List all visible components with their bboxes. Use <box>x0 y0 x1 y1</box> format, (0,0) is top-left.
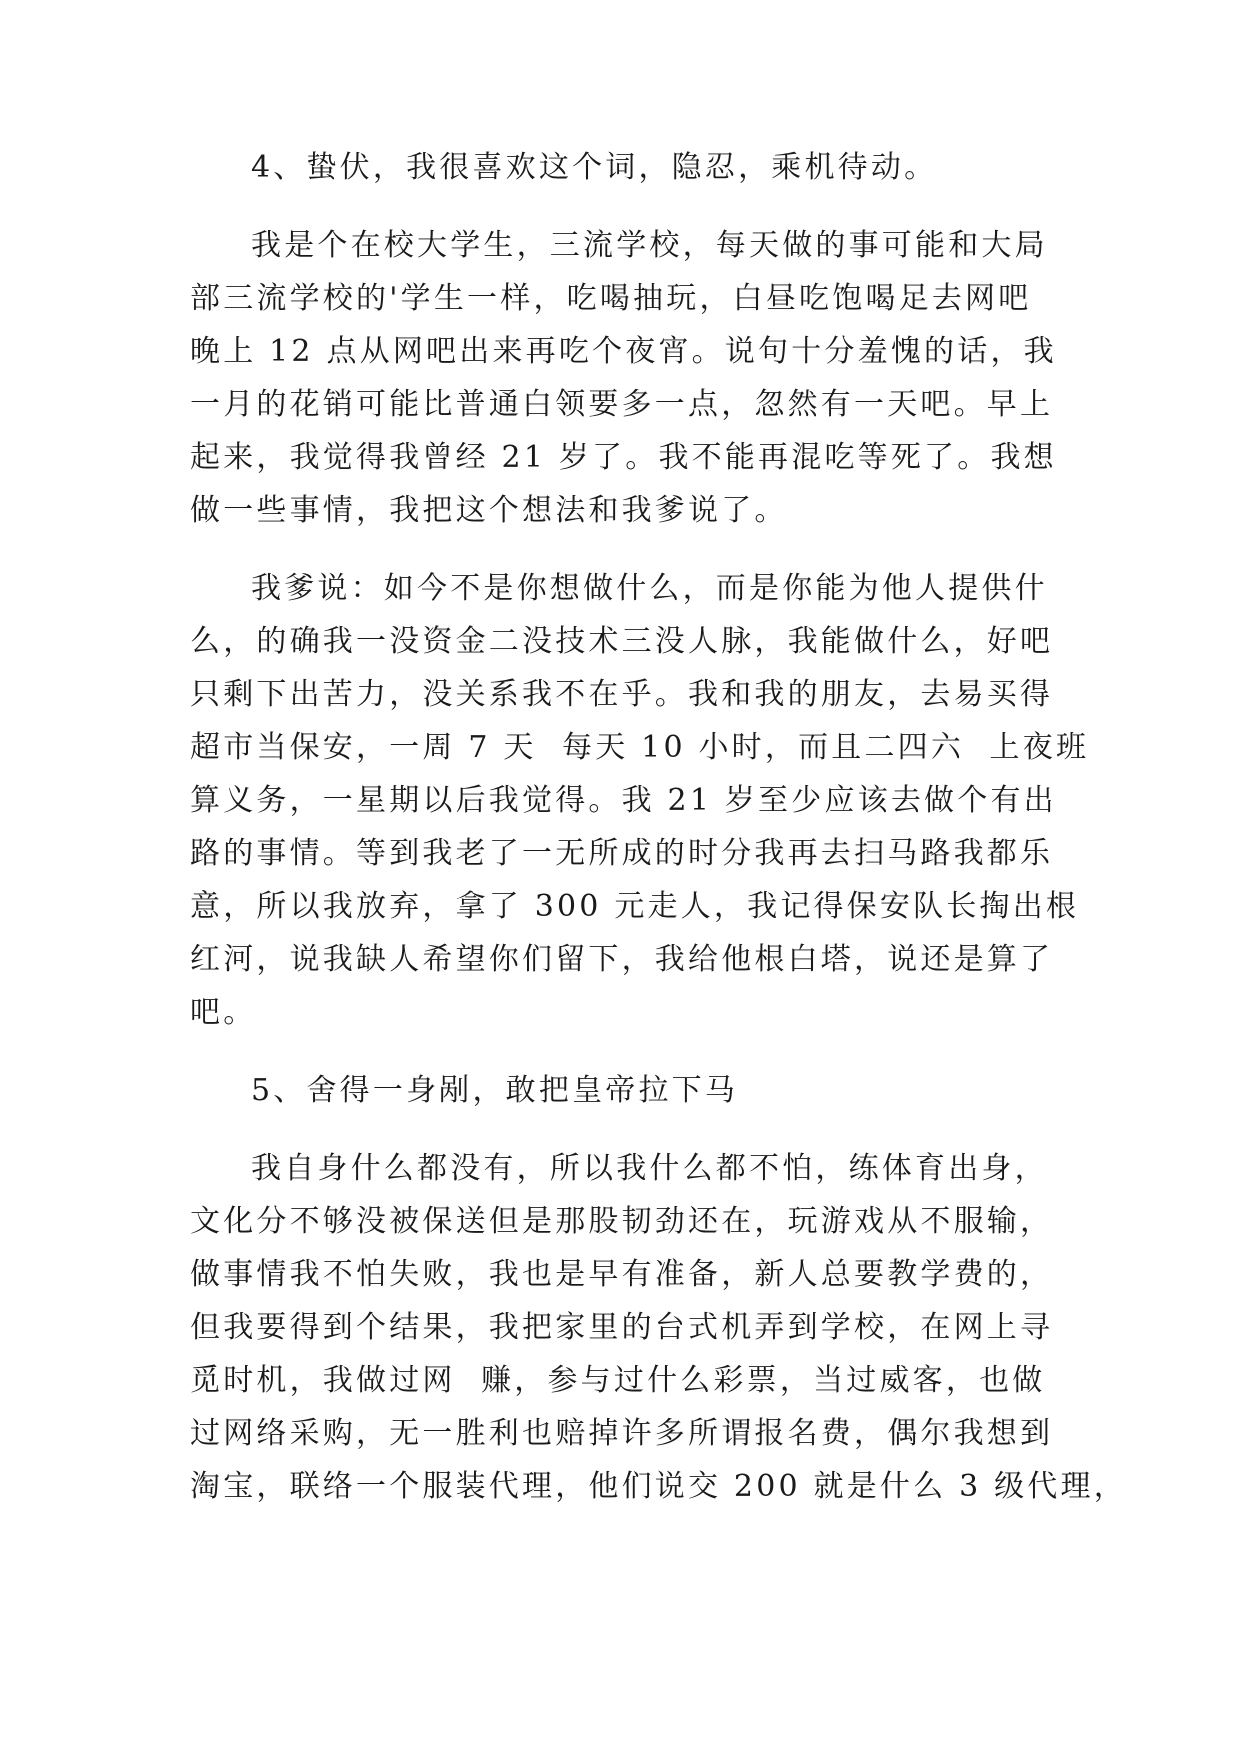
text-line: 但我要得到个结果，我把家里的台式机弄到学校，在网上寻 <box>190 1310 1054 1345</box>
text-line: 做事情我不怕失败，我也是早有准备，新人总要教学费的， <box>190 1257 1054 1292</box>
text-line: 么，的确我一没资金二没技术三没人脉，我能做什么，好吧 <box>190 624 1054 659</box>
text-line: 算义务，一星期以后我觉得。我 21 岁至少应该去做个有出 <box>190 783 1057 818</box>
text-line: 部三流学校的'学生一样，吃喝抽玩，白昼吃饱喝足去网吧 <box>190 281 1032 316</box>
text-line: 我爹说：如今不是你想做什么，而是你能为他人提供什 <box>251 571 1048 606</box>
text-line: 文化分不够没被保送但是那股韧劲还在，玩游戏从不服输， <box>190 1204 1054 1239</box>
text-line: 觅时机，我做过网 赚，参与过什么彩票，当过威客，也做 <box>190 1363 1046 1398</box>
text-line: 起来，我觉得我曾经 21 岁了。我不能再混吃等死了。我想 <box>190 440 1057 475</box>
text-line: 晚上 12 点从网吧出来再吃个夜宵。说句十分羞愧的话，我 <box>190 334 1057 369</box>
text-line: 红河，说我缺人希望你们留下，我给他根白塔，说还是算了 <box>190 942 1054 977</box>
text-line: 我自身什么都没有，所以我什么都不怕，练体育出身， <box>251 1151 1048 1186</box>
text-line: 路的事情。等到我老了一无所成的时分我再去扫马路我都乐 <box>190 836 1054 871</box>
section-heading: 5、舍得一身剐，敢把皇帝拉下马 <box>251 1073 739 1108</box>
text-line: 做一些事情，我把这个想法和我爹说了。 <box>190 493 788 528</box>
text-line: 淘宝，联络一个服装代理，他们说交 200 就是什么 3 级代理， <box>190 1469 1127 1504</box>
text-line: 我是个在校大学生，三流学校，每天做的事可能和大局 <box>251 228 1048 263</box>
text-line: 过网络采购，无一胜利也赔掉许多所谓报名费，偶尔我想到 <box>190 1416 1054 1451</box>
text-line: 超市当保安，一周 7 天 每天 10 小时，而且二四六 上夜班 <box>190 730 1090 765</box>
text-line: 只剩下出苦力，没关系我不在乎。我和我的朋友，去易买得 <box>190 677 1054 712</box>
text-line: 一月的花销可能比普通白领要多一点，忽然有一天吧。早上 <box>190 387 1054 422</box>
text-line: 4、蛰伏，我很喜欢这个词，隐忍，乘机待动。 <box>251 150 938 185</box>
text-line: 意，所以我放弃，拿了 300 元走人，我记得保安队长掏出根 <box>190 889 1080 924</box>
text-line: 吧。 <box>190 995 257 1030</box>
